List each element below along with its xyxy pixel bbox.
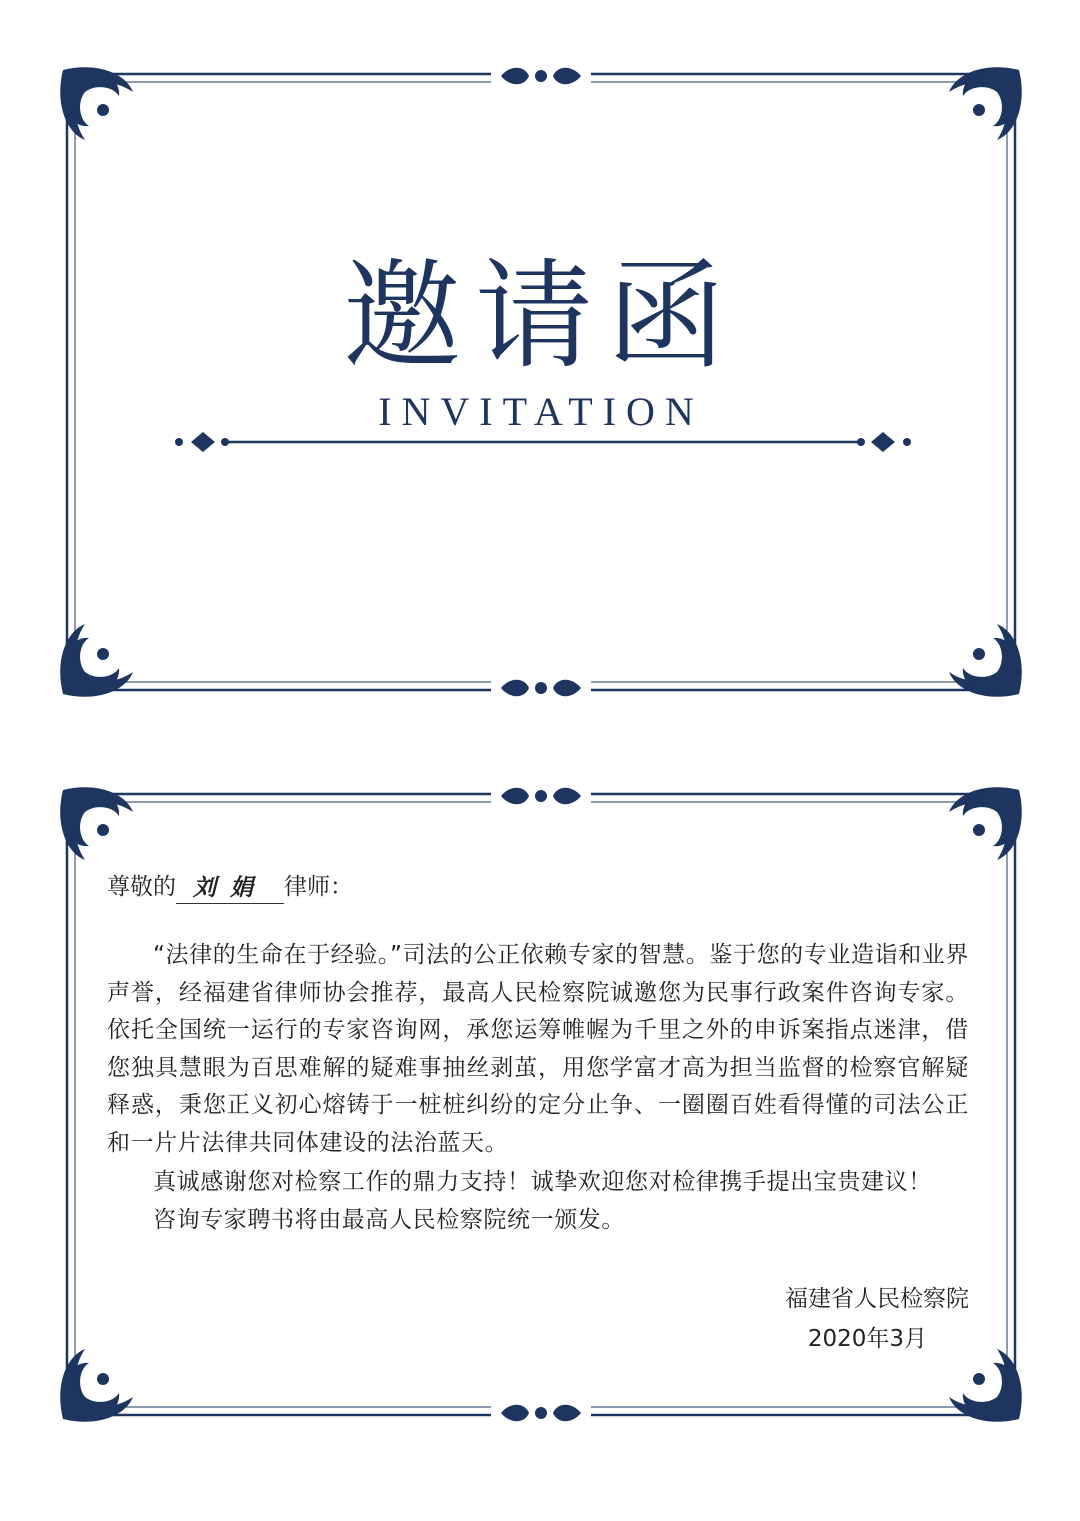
title-chinese: 邀请函 bbox=[342, 247, 739, 385]
letter-closing bbox=[107, 1164, 969, 1239]
certificate-note: 咨询专家聘书将由最高人民检察院统一颁发。 bbox=[153, 1206, 625, 1233]
letter-body-paragraph: “法律的生命在于经验。”司法的公正依赖专家的智慧。鉴于您的专业造诣和业界声誉，经福建省律师协会推荐，最高人民检察院诚邀您为民事行政案件咨询专家。依托全国统一运行的专家咨询网，承您运筹帷幄为千里之外的申诉案指点迷津，借您独具慧眼为百思难解的疑难事抽丝剥茧，用您学富才高为担当监督的检察官解疑释惑，秉您正义初心熔铸于一桩桩纠纷的定分止争、一圈圈百姓看得懂的司法公正和一片片法律共同体建设的法治蓝天。 bbox=[107, 942, 969, 1156]
center-flourish-icon bbox=[491, 1403, 591, 1423]
salutation-suffix: 律师： bbox=[284, 874, 353, 900]
signature-block bbox=[785, 1279, 969, 1359]
thanks-paragraph: 真诚感谢您对检察工作的鼎力支持！诚挚欢迎您对检律携手提出宝贵建议！ bbox=[153, 1169, 932, 1195]
title-divider bbox=[173, 430, 913, 454]
corner-ornament-icon bbox=[949, 1349, 1022, 1422]
invitation-letter-card bbox=[55, 782, 1027, 1427]
corner-ornament-icon bbox=[60, 67, 133, 140]
center-flourish-icon bbox=[491, 786, 591, 806]
corner-ornament-icon bbox=[60, 1349, 133, 1422]
invitation-cover-card bbox=[55, 62, 1027, 702]
issuer-name: 福建省人民检察院 bbox=[785, 1286, 969, 1312]
title-english: INVITATION bbox=[378, 389, 704, 434]
center-flourish-icon bbox=[491, 66, 591, 86]
center-flourish-icon bbox=[491, 678, 591, 698]
corner-ornament-icon bbox=[949, 787, 1022, 860]
issue-date: 2020年3月 bbox=[807, 1326, 927, 1352]
salutation bbox=[107, 870, 969, 904]
corner-ornament-icon bbox=[949, 624, 1022, 697]
salutation-prefix: 尊敬的 bbox=[107, 874, 176, 900]
corner-ornament-icon bbox=[949, 67, 1022, 140]
corner-ornament-icon bbox=[60, 787, 133, 860]
recipient-name: 刘娟 bbox=[176, 873, 284, 904]
corner-ornament-icon bbox=[60, 624, 133, 697]
